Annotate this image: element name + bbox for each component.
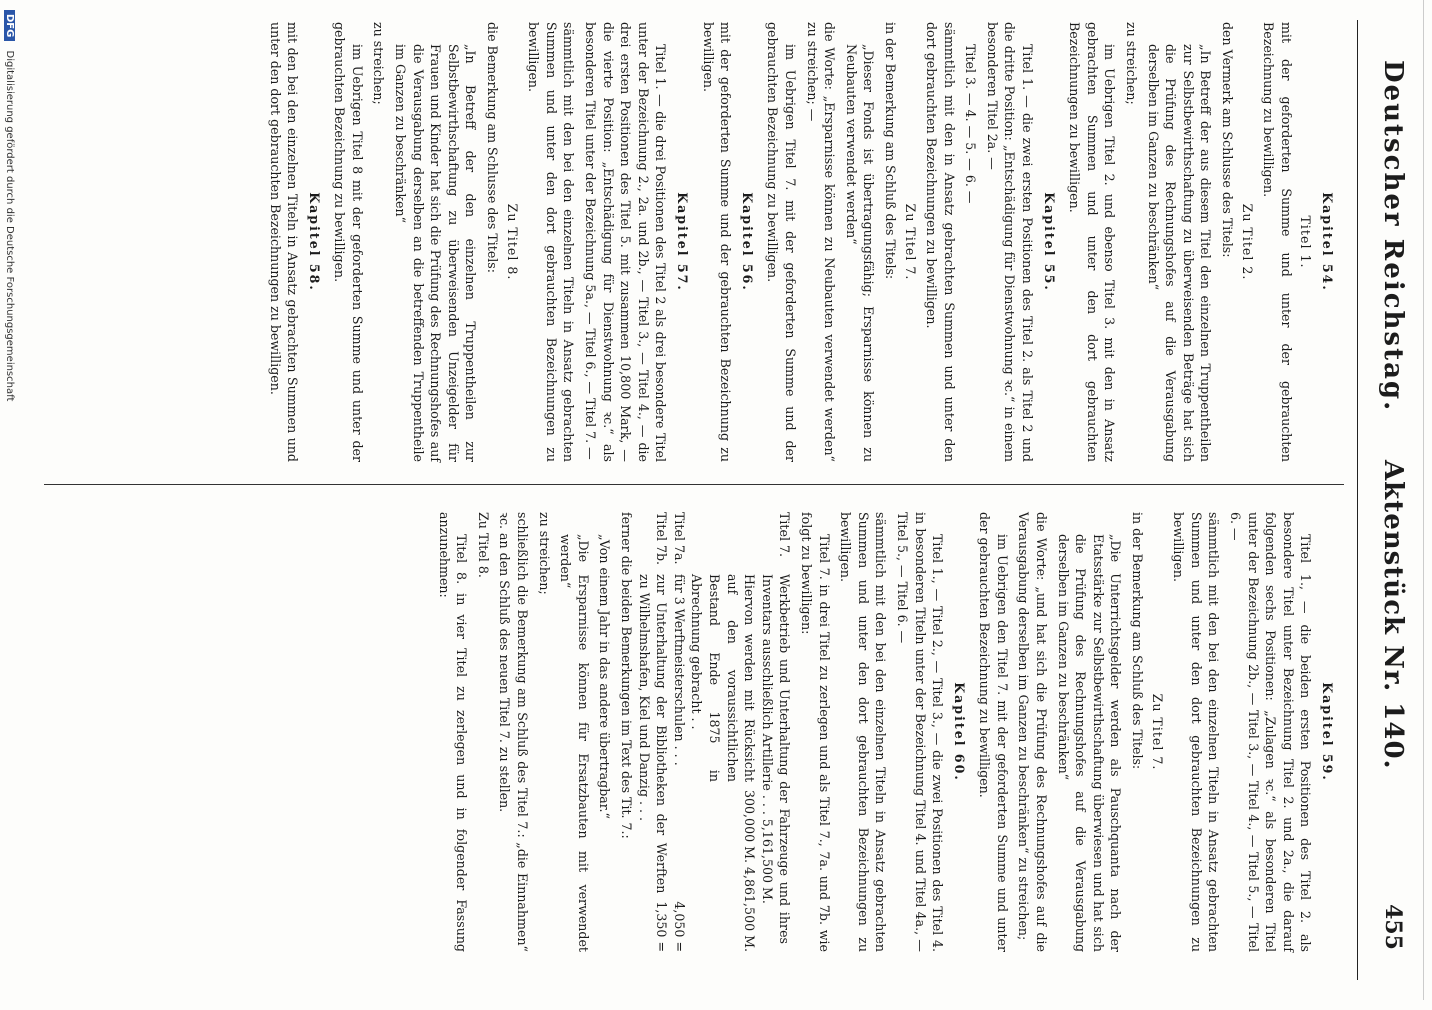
paragraph: die Worte: „Ersparnisse können zu Neubauten verwendet werden“ zu streichen; —	[804, 22, 838, 462]
subsection-heading: Zu Titel 7.	[1149, 693, 1165, 771]
paragraph: Titel 7. in drei Titel zu zerlegen und als Titel 7., 7a. und 7b. wie folgt zu bewilligen:	[798, 512, 832, 952]
titel-entries	[635, 512, 793, 952]
paragraph: Titel 3. — 4. — 5. — 6. —	[963, 44, 979, 204]
paragraph: zu streichen;	[536, 512, 552, 595]
page-edge	[1423, 0, 1432, 1000]
paragraph: mit den bei den einzelnen Titeln in Ansatz gebrachten Summen und unter den dort gebrauchten Bezeichnungen zu bewilligen.	[267, 22, 301, 462]
titel-text: Werkbetrieb und Unterhaltung der Fahrzeuge und ihres Inventars ausschließlich Artillerie . . . 5,161,500 M.	[759, 574, 793, 944]
subsection-heading: Zu Titel 2.	[1239, 203, 1255, 281]
titel-label: Titel 7.	[777, 512, 793, 557]
paragraph: Titel 8. in vier Titel zu zerlegen und in folgender Fassung anzunehmen:	[436, 512, 470, 952]
titel-entry	[758, 512, 793, 952]
paragraph: im Uebrigen den Titel 7. mit der geforderten Summe und unter der gebrauchten Bezeichnung zu bewilligen.	[977, 512, 1010, 952]
page-header	[1357, 20, 1422, 980]
paragraph: zu streichen;	[1124, 22, 1140, 105]
paragraph: zu streichen;	[371, 22, 387, 105]
paragraph: im Uebrigen Titel 2. und ebenso Titel 3. mit den in Ansatz gebrachten Summen und unter den dort gebrauchten Bezeichnungen zu bewilligen.	[1067, 22, 1118, 462]
section-heading: Kapitel 59.	[1320, 682, 1335, 782]
paragraph: „Dieser Fonds ist übertragungsfähig; Ersparnisse können zu Neubauten verwendet werden“	[843, 44, 877, 462]
paragraph: mit der geforderten Summe und der gebrauchten Bezeichnung zu bewilligen.	[700, 22, 734, 462]
section-heading: Kapitel 56.	[739, 192, 755, 292]
paragraph: sämmtlich mit den bei den einzelnen Titeln in Ansatz gebrachten Summen und unter den dort gebrauchten Bezeichnungen zu bewilligen.	[838, 512, 889, 952]
paragraph: den Vermerk am Schlusse des Titels:	[1220, 22, 1236, 258]
paragraph: Titel 1. — die zwei ersten Positionen des Titel 2. als Titel 2 und die dritte Position: „Entschädigung für Dienstwohnung ꝛc.“ in einem besonderen Titel 2a. —	[984, 22, 1036, 462]
right-column	[431, 512, 1344, 952]
paragraph: in der Bemerkung am Schluß des Titels:	[882, 22, 898, 280]
paragraph: die Worte: „und hat sich die Prüfung des Rechnungshofes auf die Verausgabung derselben im Ganzen zu beschränken“ zu streichen;	[1016, 512, 1050, 952]
titel-entry	[670, 512, 688, 952]
paragraph: Titel 1., — die beiden ersten Positionen des Titel 2. als besondere Titel unter Bezeichnung Titel 2. und 2a., die darauf folgenden sechs Positionen: „Zulagen ꝛc.“ als besonderen Titel unter der Bezeichnung 2b., — Titel 3., — Titel 4., — Titel 5., — Titel 6. —	[1228, 512, 1314, 952]
paragraph: sämmtlich mit den in Ansatz gebrachten Summen und unter den dort gebrauchten Bezeichnungen zu bewilligen.	[924, 22, 957, 462]
right-column-tail	[435, 512, 635, 952]
titel-amount: 4,050 =	[671, 901, 687, 952]
subsection-heading: Zu Titel 8.	[504, 203, 520, 281]
paragraph: „In Betreff der den einzelnen Truppentheilen zur Selbstbewirthschaftung zu überweisenden Unzeigelder für Frauen und Kinder hat sich die Prüfung des Rechnungshofes auf die Verausgabung derselben an die betreffenden Truppentheile im Ganzen zu beschränken“	[393, 44, 479, 462]
titel-text: zur Unterhaltung der Bibliotheken der Werften zu Wilhelmshafen, Kiel und Danzig . . .	[636, 574, 670, 894]
paragraph: sämmtlich mit den bei den einzelnen Titeln in Ansatz gebrachten Summen und unter den dort gebrauchten Bezeichnungen zu bewilligen.	[526, 22, 577, 462]
paragraph: „Die Ersparnisse können für Ersatzbauten mit verwendet werden“	[558, 534, 591, 952]
digitization-footer	[4, 0, 15, 1010]
paragraph: schließlich die Bemerkung am Schluß des Titel 7.: „die Einnahmen“ ꝛc. an den Schluß des neuen Titel 7. zu stellen.	[497, 512, 531, 952]
paragraph: „Von einem Jahr in das andere übertragbar.“	[597, 534, 613, 819]
paragraph: in der Bemerkung am Schluß des Titels:	[1130, 512, 1146, 770]
paragraph: Zu Titel 8.	[475, 512, 491, 578]
left-column	[262, 22, 1344, 462]
titel-entry	[635, 512, 670, 952]
titel-text: Hiervon werden mit Rücksicht auf den voraussichtlichen Bestand Ende 1875 in Abrechnung gebracht . .	[689, 574, 758, 783]
paragraph: die Bemerkung am Schlusse des Titels:	[485, 22, 501, 274]
dfg-logo: DFG	[4, 10, 15, 41]
titel-amount: 300,000 M. 4,861,500 M.	[742, 790, 758, 952]
titel-text: für 3 Werftmeisterschulen . . .	[671, 574, 687, 766]
titel-label: Titel 7a.	[671, 512, 687, 565]
paragraph: Titel 1., — Titel 2., — Titel 3., — die zwei Positionen des Titel 4. in besonderen Titeln unter der Bezeichnung Titel 4. und Titel 4a., — Titel 5., — Titel 6. —	[894, 512, 946, 952]
right-column-main	[797, 512, 1336, 952]
paragraph: ferner die beiden Bemerkungen im Text des Tit. 7.:	[619, 512, 635, 839]
titel-entry	[688, 512, 758, 952]
header-title: Deutscher Reichstag.	[1378, 60, 1408, 413]
titel-label	[688, 512, 758, 574]
subsection-heading: Titel 1.	[1298, 215, 1314, 269]
paragraph: im Uebrigen Titel 8 mit der geforderten Summe und unter der gebrauchten Bezeichnung zu bewilligen.	[332, 22, 365, 462]
section-heading: Kapitel 55.	[1041, 192, 1057, 292]
titel-amount: 1,350 =	[654, 901, 670, 952]
section-heading: Kapitel 57.	[675, 192, 690, 292]
paragraph: mit der geforderten Summe und unter der gebrauchten Bezeichnung zu bewilligen.	[1261, 22, 1294, 462]
footer-text: Digitalisierung gefördert durch die Deutsche Forschungsgemeinschaft	[4, 50, 15, 402]
paragraph: „In Betreff der aus diesem Titel den einzelnen Truppentheilen zur Selbstbewirthschaftung zu überweisenden Beträge hat sich die Prüfung des Rechnungshofes auf die Verausgabung derselben im Ganzen zu beschränken“	[1145, 44, 1214, 462]
paragraph: im Uebrigen Titel 7. mit der geforderten Summe und der gebrauchten Bezeichnung zu bewilligen.	[765, 22, 798, 462]
section-heading: Kapitel 58.	[306, 192, 322, 292]
titel-label: Titel 7b.	[654, 512, 670, 566]
page-number: 455	[1380, 904, 1406, 950]
paragraph: sämmtlich mit den bei den einzelnen Titeln in Ansatz gebrachten Summen und unter den dort gebrauchten Bezeichnungen zu bewilligen.	[1171, 512, 1222, 952]
header-document-number: Aktenstück Nr. 140.	[1378, 460, 1408, 770]
column-divider	[44, 484, 1344, 485]
paragraph: „Die Unterrichtsgelder werden als Pauschquanta nach der Etatsstärke zur Selbstbewirthschaftung überwiesen und hat sich die Prüfung des Rechnungshofes auf die Verausgabung derselben im Ganzen zu beschränken“	[1055, 534, 1124, 952]
section-heading: Kapitel 60.	[951, 682, 967, 782]
paragraph: Titel 1. — die drei Positionen des Titel 2 als drei besondere Titel unter der Bezeichnung 2., 2a. und 2b., — Titel 3., — Titel 4., — die drei ersten Positionen des Titel 5. mit zusammen 10,800 Mark, — die vierte Position: „Entschädigung für Dienstwohnung ꝛc.“ als besonderen Titel unter der Bezeichnung 5a., — Titel 6., — Titel 7. —	[583, 22, 669, 462]
subsection-heading: Zu Titel 7.	[902, 203, 918, 281]
section-heading: Kapitel 54.	[1320, 192, 1335, 292]
